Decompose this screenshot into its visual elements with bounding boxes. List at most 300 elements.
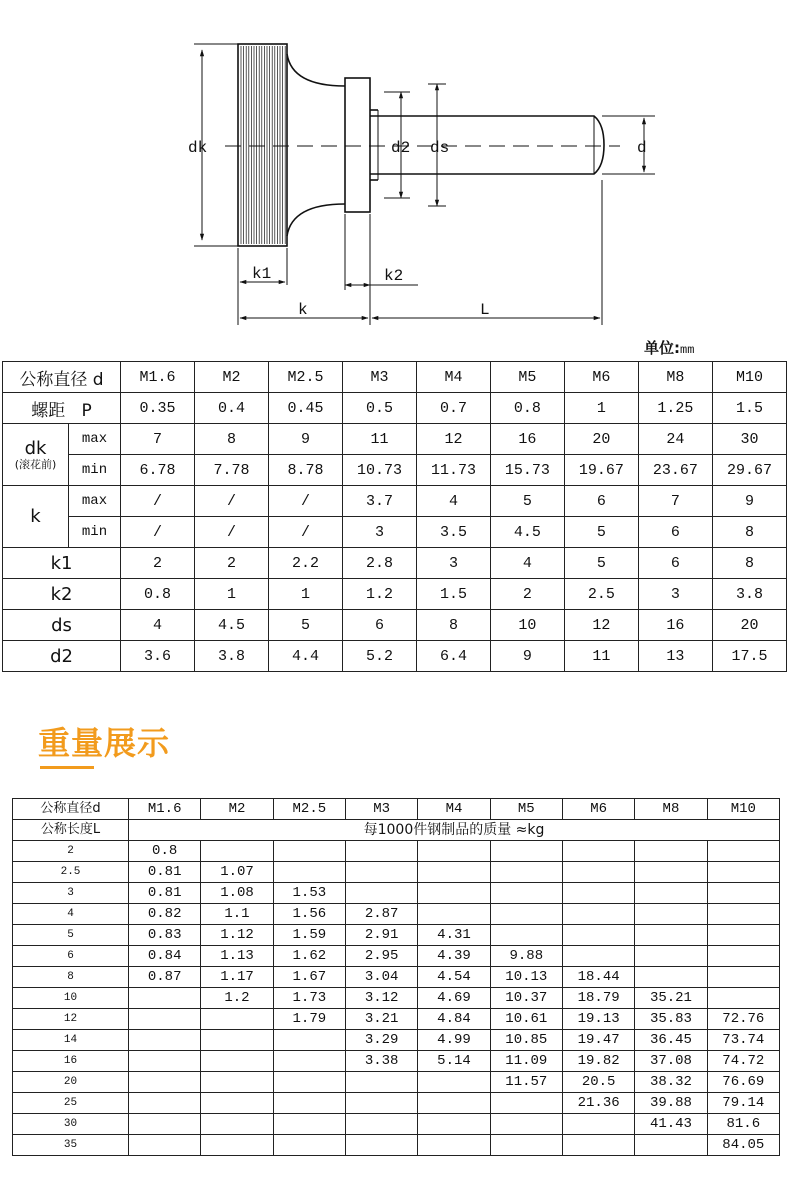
weight-value-cell: 18.79 xyxy=(562,988,634,1009)
weight-value-cell: 81.6 xyxy=(707,1114,779,1135)
unit-value: mm xyxy=(680,343,695,357)
weight-value-cell: 4.69 xyxy=(418,988,490,1009)
weight-rows xyxy=(13,841,780,1156)
weight-value-cell xyxy=(635,946,707,967)
weight-value-cell: 10.37 xyxy=(490,988,562,1009)
weight-value-cell: 1.07 xyxy=(201,862,273,883)
ds-cell: 6 xyxy=(342,610,416,641)
min-label: min xyxy=(69,455,121,486)
weight-value-cell xyxy=(490,1093,562,1114)
weight-size-cell: M8 xyxy=(635,799,707,820)
max-label: max xyxy=(69,424,121,455)
k2-cell: 3 xyxy=(638,579,712,610)
weight-value-cell xyxy=(562,1114,634,1135)
d2-label-cell: d2 xyxy=(3,641,121,672)
k-label: k xyxy=(298,301,308,319)
weight-value-cell xyxy=(129,1114,201,1135)
weight-value-cell xyxy=(273,841,345,862)
weight-value-cell: 4.31 xyxy=(418,925,490,946)
size-row xyxy=(3,362,787,393)
weight-section-title: 重量展示 xyxy=(38,724,171,762)
size-cell: M10 xyxy=(712,362,786,393)
pitch-symbol: P xyxy=(81,400,92,421)
d-label: d xyxy=(637,139,647,157)
weight-value-cell xyxy=(273,862,345,883)
pitch-cell: 0.8 xyxy=(490,393,564,424)
weight-value-cell xyxy=(129,1135,201,1156)
weight-value-cell: 2.87 xyxy=(345,904,417,925)
k-max-cell: 9 xyxy=(712,486,786,517)
dk-max-cell: 12 xyxy=(416,424,490,455)
weight-value-cell: 11.09 xyxy=(490,1051,562,1072)
dk-min-cell: 10.73 xyxy=(342,455,416,486)
k2-cell: 1.5 xyxy=(416,579,490,610)
k2-label-cell: k2 xyxy=(3,579,121,610)
dk-min-cell: 23.67 xyxy=(638,455,712,486)
weight-value-cell: 2.95 xyxy=(345,946,417,967)
ds-cell: 5 xyxy=(268,610,342,641)
weight-value-cell: 10.85 xyxy=(490,1030,562,1051)
weight-value-cell xyxy=(273,1135,345,1156)
weight-value-cell xyxy=(418,1093,490,1114)
weight-value-cell: 79.14 xyxy=(707,1093,779,1114)
weight-value-cell: 35.83 xyxy=(635,1009,707,1030)
d2-row xyxy=(3,641,787,672)
size-cell: M2.5 xyxy=(268,362,342,393)
weight-value-cell xyxy=(490,1114,562,1135)
weight-value-cell: 1.73 xyxy=(273,988,345,1009)
pitch-cell: 0.4 xyxy=(195,393,269,424)
weight-value-cell: 19.47 xyxy=(562,1030,634,1051)
length-cell: 4 xyxy=(13,904,129,925)
pitch-label: 螺距 xyxy=(31,400,66,421)
weight-value-cell xyxy=(201,1051,273,1072)
weight-row xyxy=(13,862,780,883)
dk-max-cell: 9 xyxy=(268,424,342,455)
k-max-cell: 5 xyxy=(490,486,564,517)
weight-value-cell: 1.1 xyxy=(201,904,273,925)
d2-cell: 9 xyxy=(490,641,564,672)
dk-min-cell: 6.78 xyxy=(121,455,195,486)
weight-value-cell: 4.84 xyxy=(418,1009,490,1030)
ds-row xyxy=(3,610,787,641)
head-neck-curve xyxy=(287,54,345,86)
k1-cell: 4 xyxy=(490,548,564,579)
k2-cell: 1 xyxy=(268,579,342,610)
d2-cell: 13 xyxy=(638,641,712,672)
d2-cell: 6.4 xyxy=(416,641,490,672)
weight-row xyxy=(13,1093,780,1114)
weight-value-cell xyxy=(490,883,562,904)
weight-value-cell: 0.82 xyxy=(129,904,201,925)
pitch-cell: 0.35 xyxy=(121,393,195,424)
weight-value-cell: 4.39 xyxy=(418,946,490,967)
weight-value-cell xyxy=(707,904,779,925)
length-label: 公称长度L xyxy=(13,820,129,841)
k-min-cell: 3.5 xyxy=(416,517,490,548)
weight-value-cell: 0.81 xyxy=(129,862,201,883)
dk-max-cell: 30 xyxy=(712,424,786,455)
dk-max-cell: 11 xyxy=(342,424,416,455)
weight-value-cell: 10.61 xyxy=(490,1009,562,1030)
k-max-cell: 7 xyxy=(638,486,712,517)
k-max-cell: 6 xyxy=(564,486,638,517)
length-cell: 12 xyxy=(13,1009,129,1030)
k-min-cell: / xyxy=(195,517,269,548)
pitch-row xyxy=(3,393,787,424)
weight-value-cell: 1.67 xyxy=(273,967,345,988)
ds-cell: 10 xyxy=(490,610,564,641)
weight-note: 每1000件钢制品的质量 ≈kg xyxy=(129,820,780,841)
weight-note-row xyxy=(13,820,780,841)
weight-value-cell xyxy=(129,1009,201,1030)
weight-row xyxy=(13,967,780,988)
weight-value-cell: 72.76 xyxy=(707,1009,779,1030)
weight-value-cell xyxy=(707,946,779,967)
dk-min-cell: 29.67 xyxy=(712,455,786,486)
k-min-cell: 5 xyxy=(564,517,638,548)
knurled-thumb-screw-drawing xyxy=(0,0,790,340)
length-cell: 10 xyxy=(13,988,129,1009)
weight-size-cell: M1.6 xyxy=(129,799,201,820)
weight-row xyxy=(13,1009,780,1030)
weight-value-cell: 1.08 xyxy=(201,883,273,904)
k1-label-cell: k1 xyxy=(3,548,121,579)
weight-value-cell: 1.79 xyxy=(273,1009,345,1030)
weight-value-cell xyxy=(707,925,779,946)
length-cell: 25 xyxy=(13,1093,129,1114)
weight-value-cell xyxy=(562,904,634,925)
size-cell: M2 xyxy=(195,362,269,393)
weight-value-cell xyxy=(562,1135,634,1156)
weight-value-cell xyxy=(635,967,707,988)
dk-max-row xyxy=(3,424,787,455)
k-min-cell: / xyxy=(121,517,195,548)
weight-value-cell: 76.69 xyxy=(707,1072,779,1093)
weight-value-cell xyxy=(201,1009,273,1030)
weight-value-cell: 1.62 xyxy=(273,946,345,967)
k1-row xyxy=(3,548,787,579)
weight-value-cell xyxy=(418,862,490,883)
weight-value-cell: 1.59 xyxy=(273,925,345,946)
weight-row xyxy=(13,1051,780,1072)
length-cell: 30 xyxy=(13,1114,129,1135)
pitch-cell: 0.5 xyxy=(342,393,416,424)
title-underline xyxy=(40,766,94,769)
dk-min-cell: 19.67 xyxy=(564,455,638,486)
weight-value-cell xyxy=(707,988,779,1009)
weight-value-cell xyxy=(129,988,201,1009)
head-neck-curve-lower xyxy=(287,204,345,236)
ds-cell: 16 xyxy=(638,610,712,641)
pitch-label-cell xyxy=(3,393,121,424)
weight-table xyxy=(12,798,780,1156)
weight-value-cell xyxy=(562,862,634,883)
weight-value-cell: 21.36 xyxy=(562,1093,634,1114)
length-cell: 16 xyxy=(13,1051,129,1072)
dk-max-cell: 16 xyxy=(490,424,564,455)
k-min-cell: 3 xyxy=(342,517,416,548)
weight-value-cell: 1.17 xyxy=(201,967,273,988)
ds-label-cell: ds xyxy=(3,610,121,641)
weight-size-cell: M10 xyxy=(707,799,779,820)
ds-cell: 4 xyxy=(121,610,195,641)
length-cell: 2 xyxy=(13,841,129,862)
weight-value-cell xyxy=(273,1093,345,1114)
weight-row xyxy=(13,988,780,1009)
weight-value-cell: 0.83 xyxy=(129,925,201,946)
weight-value-cell: 0.81 xyxy=(129,883,201,904)
ds-cell: 12 xyxy=(564,610,638,641)
d2-cell: 3.8 xyxy=(195,641,269,672)
weight-value-cell xyxy=(201,1093,273,1114)
k-min-cell: 8 xyxy=(712,517,786,548)
d2-cell: 4.4 xyxy=(268,641,342,672)
weight-value-cell: 41.43 xyxy=(635,1114,707,1135)
weight-value-cell xyxy=(273,1114,345,1135)
weight-value-cell xyxy=(418,1135,490,1156)
weight-value-cell xyxy=(418,1114,490,1135)
weight-value-cell xyxy=(345,862,417,883)
weight-value-cell: 74.72 xyxy=(707,1051,779,1072)
ds-cell: 8 xyxy=(416,610,490,641)
k2-cell: 2 xyxy=(490,579,564,610)
collar-outline xyxy=(345,78,370,212)
weight-value-cell: 18.44 xyxy=(562,967,634,988)
dimension-table xyxy=(2,361,787,672)
d2-cell: 11 xyxy=(564,641,638,672)
weight-value-cell xyxy=(562,841,634,862)
weight-value-cell xyxy=(707,883,779,904)
weight-value-cell xyxy=(129,1030,201,1051)
unit-label: 单位: xyxy=(644,339,680,357)
weight-value-cell: 0.84 xyxy=(129,946,201,967)
length-cell: 6 xyxy=(13,946,129,967)
k2-cell: 0.8 xyxy=(121,579,195,610)
size-cell: M1.6 xyxy=(121,362,195,393)
k-max-row xyxy=(3,486,787,517)
weight-value-cell xyxy=(490,1135,562,1156)
weight-value-cell xyxy=(345,1135,417,1156)
dk-label: dk xyxy=(188,139,208,157)
k1-cell: 2 xyxy=(195,548,269,579)
k1-cell: 3 xyxy=(416,548,490,579)
weight-value-cell xyxy=(635,904,707,925)
k1-label: k1 xyxy=(252,265,272,283)
k1-cell: 5 xyxy=(564,548,638,579)
k1-cell: 2.8 xyxy=(342,548,416,579)
weight-value-cell xyxy=(418,1072,490,1093)
length-cell: 14 xyxy=(13,1030,129,1051)
weight-value-cell xyxy=(490,904,562,925)
k-max-cell: / xyxy=(195,486,269,517)
length-cell: 3 xyxy=(13,883,129,904)
weight-value-cell xyxy=(707,862,779,883)
d2-cell: 5.2 xyxy=(342,641,416,672)
weight-value-cell: 19.82 xyxy=(562,1051,634,1072)
weight-diameter-label: 公称直径d xyxy=(13,799,129,820)
weight-value-cell: 4.54 xyxy=(418,967,490,988)
dk-row-label: dk xyxy=(24,438,47,459)
k1-cell: 2.2 xyxy=(268,548,342,579)
length-cell: 20 xyxy=(13,1072,129,1093)
k-min-cell: / xyxy=(268,517,342,548)
dk-min-row xyxy=(3,455,787,486)
weight-value-cell xyxy=(562,883,634,904)
weight-value-cell xyxy=(129,1093,201,1114)
weight-value-cell xyxy=(345,883,417,904)
pitch-cell: 1.25 xyxy=(638,393,712,424)
weight-value-cell: 1.2 xyxy=(201,988,273,1009)
weight-value-cell: 3.21 xyxy=(345,1009,417,1030)
weight-row xyxy=(13,925,780,946)
dk-min-cell: 8.78 xyxy=(268,455,342,486)
d2-cell: 3.6 xyxy=(121,641,195,672)
weight-value-cell: 3.04 xyxy=(345,967,417,988)
size-cell: M4 xyxy=(416,362,490,393)
k-max-cell: 3.7 xyxy=(342,486,416,517)
k1-cell: 6 xyxy=(638,548,712,579)
weight-value-cell xyxy=(273,1072,345,1093)
dk-min-cell: 15.73 xyxy=(490,455,564,486)
weight-value-cell: 4.99 xyxy=(418,1030,490,1051)
weight-row xyxy=(13,883,780,904)
k2-cell: 1 xyxy=(195,579,269,610)
weight-value-cell xyxy=(635,862,707,883)
weight-size-cell: M6 xyxy=(562,799,634,820)
weight-value-cell: 1.12 xyxy=(201,925,273,946)
weight-value-cell xyxy=(707,967,779,988)
k-min-row xyxy=(3,517,787,548)
k2-row xyxy=(3,579,787,610)
weight-value-cell: 39.88 xyxy=(635,1093,707,1114)
size-cell: M5 xyxy=(490,362,564,393)
size-cell: M3 xyxy=(342,362,416,393)
weight-value-cell: 3.29 xyxy=(345,1030,417,1051)
max-label: max xyxy=(69,486,121,517)
dk-label-cell xyxy=(3,424,69,486)
weight-value-cell xyxy=(562,925,634,946)
d2-cell: 17.5 xyxy=(712,641,786,672)
k-max-cell: / xyxy=(121,486,195,517)
k-max-cell: 4 xyxy=(416,486,490,517)
dk-min-cell: 7.78 xyxy=(195,455,269,486)
weight-value-cell: 36.45 xyxy=(635,1030,707,1051)
length-cell: 2.5 xyxy=(13,862,129,883)
weight-row xyxy=(13,841,780,862)
k-label-cell: k xyxy=(3,486,69,548)
weight-value-cell xyxy=(635,841,707,862)
weight-value-cell: 84.05 xyxy=(707,1135,779,1156)
weight-value-cell: 10.13 xyxy=(490,967,562,988)
k-min-cell: 6 xyxy=(638,517,712,548)
length-cell: 35 xyxy=(13,1135,129,1156)
weight-size-cell: M4 xyxy=(418,799,490,820)
weight-value-cell: 35.21 xyxy=(635,988,707,1009)
weight-value-cell: 1.53 xyxy=(273,883,345,904)
weight-value-cell xyxy=(201,841,273,862)
weight-value-cell xyxy=(635,883,707,904)
weight-value-cell xyxy=(635,1135,707,1156)
weight-row xyxy=(13,946,780,967)
weight-row xyxy=(13,1072,780,1093)
weight-value-cell: 2.91 xyxy=(345,925,417,946)
weight-value-cell xyxy=(129,1051,201,1072)
weight-value-cell: 3.38 xyxy=(345,1051,417,1072)
weight-value-cell: 0.87 xyxy=(129,967,201,988)
size-cell: M8 xyxy=(638,362,712,393)
dk-max-cell: 24 xyxy=(638,424,712,455)
weight-size-cell: M2 xyxy=(201,799,273,820)
k2-label: k2 xyxy=(384,267,404,285)
weight-value-cell xyxy=(129,1072,201,1093)
weight-row xyxy=(13,1135,780,1156)
min-label: min xyxy=(69,517,121,548)
weight-size-row xyxy=(13,799,780,820)
nominal-diameter-label: 公称直径 d xyxy=(3,362,121,393)
weight-value-cell: 73.74 xyxy=(707,1030,779,1051)
weight-value-cell xyxy=(201,1114,273,1135)
weight-value-cell xyxy=(345,1114,417,1135)
dk-max-cell: 7 xyxy=(121,424,195,455)
weight-value-cell: 1.13 xyxy=(201,946,273,967)
weight-value-cell xyxy=(418,883,490,904)
weight-value-cell xyxy=(273,1030,345,1051)
dk-max-cell: 20 xyxy=(564,424,638,455)
weight-value-cell: 11.57 xyxy=(490,1072,562,1093)
weight-value-cell xyxy=(707,841,779,862)
weight-value-cell xyxy=(345,841,417,862)
knurl-lines xyxy=(241,46,285,244)
weight-value-cell xyxy=(201,1135,273,1156)
weight-value-cell: 1.56 xyxy=(273,904,345,925)
k2-cell: 2.5 xyxy=(564,579,638,610)
size-cell: M6 xyxy=(564,362,638,393)
ds-label: ds xyxy=(430,139,450,157)
d2-label: d2 xyxy=(391,139,411,157)
ds-cell: 4.5 xyxy=(195,610,269,641)
weight-value-cell: 9.88 xyxy=(490,946,562,967)
weight-value-cell xyxy=(201,1030,273,1051)
length-cell: 8 xyxy=(13,967,129,988)
weight-row xyxy=(13,1030,780,1051)
unit-note xyxy=(644,337,694,358)
weight-value-cell xyxy=(490,862,562,883)
weight-size-cell: M5 xyxy=(490,799,562,820)
k1-cell: 8 xyxy=(712,548,786,579)
weight-value-cell xyxy=(490,841,562,862)
weight-value-cell xyxy=(418,841,490,862)
weight-value-cell xyxy=(345,1072,417,1093)
pitch-cell: 1.5 xyxy=(712,393,786,424)
weight-value-cell xyxy=(418,904,490,925)
weight-value-cell: 5.14 xyxy=(418,1051,490,1072)
dk-max-cell: 8 xyxy=(195,424,269,455)
weight-value-cell xyxy=(273,1051,345,1072)
weight-value-cell xyxy=(635,925,707,946)
weight-size-cell: M3 xyxy=(345,799,417,820)
weight-row xyxy=(13,904,780,925)
weight-value-cell xyxy=(562,946,634,967)
L-label: L xyxy=(480,301,490,319)
dk-note: (滚花前) xyxy=(14,458,57,471)
k1-cell: 2 xyxy=(121,548,195,579)
weight-value-cell xyxy=(201,1072,273,1093)
weight-value-cell: 3.12 xyxy=(345,988,417,1009)
length-cell: 5 xyxy=(13,925,129,946)
pitch-cell: 0.45 xyxy=(268,393,342,424)
k2-cell: 3.8 xyxy=(712,579,786,610)
